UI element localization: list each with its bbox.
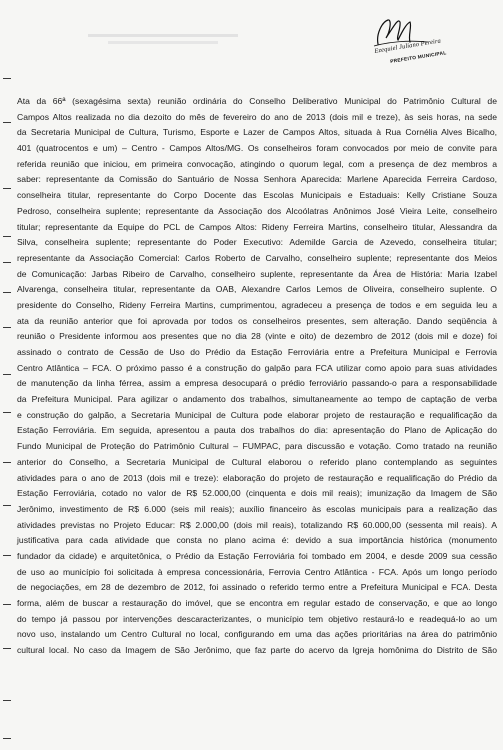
margin-tick bbox=[3, 374, 11, 375]
margin-tick bbox=[3, 78, 11, 79]
text-line: Jerônimo, investimento de R$ 6.000 (seis mil reais); auxílio financeiro às escolas municipais para a realização das bbox=[17, 503, 497, 514]
text-line: de uso ao município foi solicitada à empresa concessionária, Ferrovia Centro Atlântica - FCA. Após um longo período bbox=[17, 566, 497, 577]
signature-name: Ezequiel Juliano Pereira bbox=[374, 37, 442, 55]
text-line: justificativa para cada atividade que consta no plano acima é: devido a sua importância histórica (monumento bbox=[17, 535, 497, 546]
margin-tick bbox=[3, 648, 11, 649]
text-line: da Prefeitura Municipal. Para agilizar o andamento dos trabalhos, simultaneamente ao tempo de captação de verba bbox=[17, 394, 497, 405]
text-line: reunião o Presidente informou aos presentes que no dia 28 (vinte e oito) de dezembro de 2012 (dois mil e doze) foi bbox=[17, 331, 497, 342]
text-line: representante da Associação Comercial: Carlos Roberto de Carvalho, conselheiro suplente; representante dos Meios bbox=[17, 252, 497, 263]
text-line: Pedroso, conselheira suplente; representante da Associação dos Alcoólatras Anônimos José Vieira Leite, conselheiro bbox=[17, 205, 497, 216]
text-line: Centro Atlântica – FCA. O próximo passo é a construção do galpão para FCA utilizar como apoio para suas atividades bbox=[17, 362, 497, 373]
margin-tick bbox=[3, 262, 11, 263]
margin-tick bbox=[3, 188, 11, 189]
text-line: Alvarenga, conselheira titular, representante da OAB, Alexandre Carlos Lemos de Oliveira, conselheiro suplente. O bbox=[17, 284, 497, 295]
text-line: assinado o contrato de Cessão de Uso do Prédio da Estação Ferroviária entre a Prefeitura Municipal e Ferrovia bbox=[17, 347, 497, 357]
margin-tick bbox=[3, 738, 11, 739]
text-line: novo uso, instalando um Centro Cultural no local, configurando em uma das ações prioritárias na área do patrimônio bbox=[17, 629, 497, 640]
minutes-text bbox=[17, 94, 497, 659]
text-line: da Secretaria Municipal de Cultura, Turismo, Esporte e Lazer de Campos Altos, situada à Rua Cornélia Alves Bicalho, bbox=[17, 127, 497, 138]
text-line: titular; representante da Equipe do PCL de Campos Altos: Rideny Ferreira Martins, conselheiro titular, Alessandra da bbox=[17, 221, 497, 232]
margin-tick bbox=[3, 505, 11, 506]
text-line: anterior do Conselho, a Secretaria Municipal de Cultural elaborou o referido plano contemplando as seguintes bbox=[17, 456, 497, 467]
text-line: fundador da cidade) e arquitetônica, o Prédio da Estação Ferroviária foi tombado em 2004, e desde 2009 sua cessão bbox=[17, 550, 497, 561]
text-line: Estação Ferroviária. Em seguida, apresentou a pauta dos trabalhos do dia: apresentação do Plano de Aplicação do bbox=[17, 425, 497, 436]
text-line: Campos Altos realizada no dia dezoito do mês de fevereiro do ano de 2013 (dois mil e treze), às seis horas, na sede bbox=[17, 111, 497, 122]
text-line: referida reunião que iniciou, em primeira convocação, atingindo o quorum legal, com a presença de dez membros a bbox=[17, 158, 497, 169]
signature-title: PREFEITO MUNICIPAL bbox=[390, 51, 448, 65]
text-line: saber: representante da Comissão do Santuário de Nossa Senhora Aparecida: Marlene Aparecida Ferreira Cardoso, bbox=[17, 174, 497, 185]
text-line: Silva, conselheira suplente; representante do Poder Executivo: Ademilde Garcia de Azevedo, conselheira titular; bbox=[17, 237, 497, 248]
margin-tick bbox=[3, 462, 11, 463]
text-line: ata da reunião anterior que foi aprovada por todos os conselheiros presentes, sem alteração. Dando seqüência à bbox=[17, 315, 497, 326]
margin-tick bbox=[3, 292, 11, 293]
text-line: de negociações, em 28 de dezembro de 2012, foi assinado o referido termo entre a Prefeitura Municipal e FCA. Desta bbox=[17, 582, 497, 593]
margin-tick bbox=[3, 122, 11, 123]
margin-tick bbox=[3, 327, 11, 328]
margin-tick bbox=[3, 412, 11, 413]
text-line: de Comunicação: Jarbas Ribeiro de Carvalho, conselheiro suplente, representante da Área de História: Maria Izabel bbox=[17, 268, 497, 279]
text-line: do tempo já passou por intervenções descaracterizantes, o município tem objetivo restaurá-lo e readequá-lo ao um bbox=[17, 613, 497, 624]
signature-stamp bbox=[368, 12, 488, 70]
text-line: presidente do Conselho, Rideny Ferreira Martins, cumprimentou, agradeceu a presença de todos e em seguida leu a bbox=[17, 299, 497, 310]
text-line: conselheira titular, representante do Corpo Docente das Escolas Municipais e Estaduais: Kelly Cristiane Souza bbox=[17, 190, 497, 201]
margin-tick bbox=[3, 555, 11, 556]
text-line: de manutenção da linha férrea, assim a empresa desocupará o prédio ferroviário passando-o para a responsabilidade bbox=[17, 378, 497, 389]
text-line: atividades previstas no Projeto Educar: R$ 2.000,00 (dois mil reais), totalizando R$ 60.000,00 (sessenta mil reais). A bbox=[17, 519, 497, 530]
text-line: Ata da 66ª (sexagésima sexta) reunião ordinária do Conselho Deliberativo Municipal do Patrimônio Cultural de bbox=[17, 96, 497, 106]
text-line: Fundo Municipal de Proteção do Patrimônio Cultural – FUMPAC, para discussão e votação. Como tratado na reunião bbox=[17, 441, 497, 452]
bleed-through-text bbox=[88, 34, 238, 44]
text-line: 401 (quatrocentos e um) – Centro - Campos Altos/MG. Os conselheiros foram convocados por meio de convite para bbox=[17, 143, 497, 154]
text-line: atividades para o ano de 2013 (dois mil e treze): elaboração do projeto de restauração e requalificação do Prédio da bbox=[17, 472, 497, 483]
margin-ticks bbox=[0, 0, 14, 750]
text-line: cultural local. No caso da Imagem de São Jerônimo, que faz parte do acervo da Igreja homônima do Distrito de São bbox=[17, 645, 497, 656]
text-line: forma, além de buscar a restauração do imóvel, que se encontra em regular estado de conservação, e que ao longo bbox=[17, 598, 497, 608]
margin-tick bbox=[3, 604, 11, 605]
text-line: Estação Ferroviária, cotado no valor de R$ 52.000,00 (cinquenta e dois mil reais); imunização da Imagem de São bbox=[17, 488, 497, 499]
margin-tick bbox=[3, 236, 11, 237]
text-line: e construção do galpão, a Secretaria Municipal de Cultura pode elaborar projeto de restauração e requalificação da bbox=[17, 409, 497, 420]
margin-tick bbox=[3, 700, 11, 701]
